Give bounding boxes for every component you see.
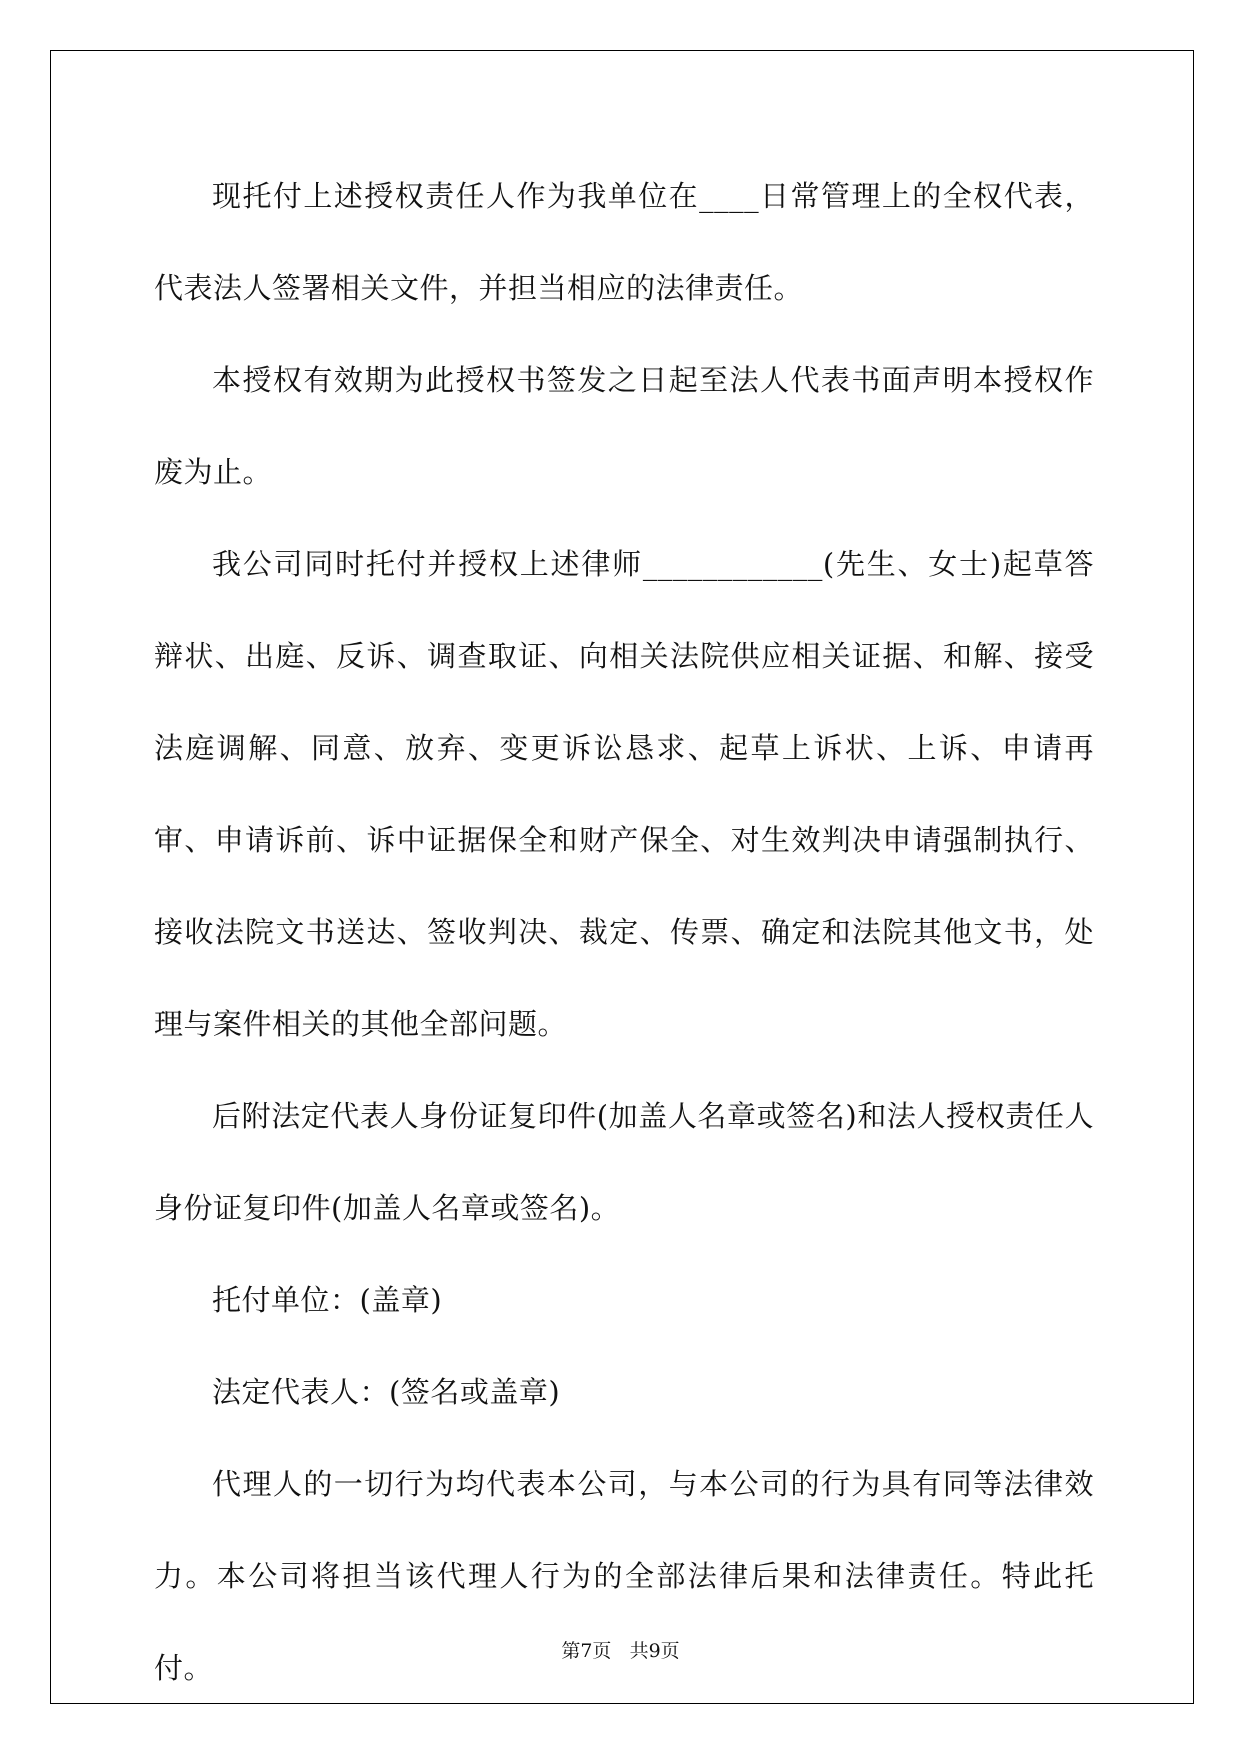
paragraph-agent-conduct: 代理人的一切行为均代表本公司，与本公司的行为具有同等法律效力。本公司将担当该代理人行为的全部法律后果和法律责任。特此托付。 — [154, 1467, 1094, 1685]
paragraph-validity-period: 本授权有效期为此授权书签发之日起至法人代表书面声明本授权作废为止。 — [154, 363, 1094, 489]
total-pages-label: 共9页 — [629, 1640, 680, 1662]
paragraph-authorization-scope: 现托付上述授权责任人作为我单位在____日常管理上的全权代表，代表法人签署相关文件，并担当相应的法律责任。 — [154, 179, 1094, 305]
paragraph-attachments: 后附法定代表人身份证复印件(加盖人名章或签名)和法人授权责任人身份证复印件(加盖人名章或签名)。 — [154, 1099, 1094, 1225]
paragraph-entrusting-unit: 托付单位：(盖章) — [212, 1283, 443, 1317]
document-body — [154, 150, 1094, 1714]
current-page-label: 第7页 — [561, 1640, 612, 1662]
page-footer — [0, 1636, 1241, 1663]
paragraph-legal-representative: 法定代表人：(签名或盖章) — [212, 1375, 561, 1409]
paragraph-lawyer-authorization: 我公司同时托付并授权上述律师____________(先生、女士)起草答辩状、出庭、反诉、调查取证、向相关法院供应相关证据、和解、接受法庭调解、同意、放弃、变更诉讼恳求、起草上诉状、上诉、申请再审、申请诉前、诉中证据保全和财产保全、对生效判决申请强制执行、接收法院文书送达、签收判决、裁定、传票、确定和法院其他文书，处理与案件相关的其他全部问题。 — [154, 547, 1094, 1041]
